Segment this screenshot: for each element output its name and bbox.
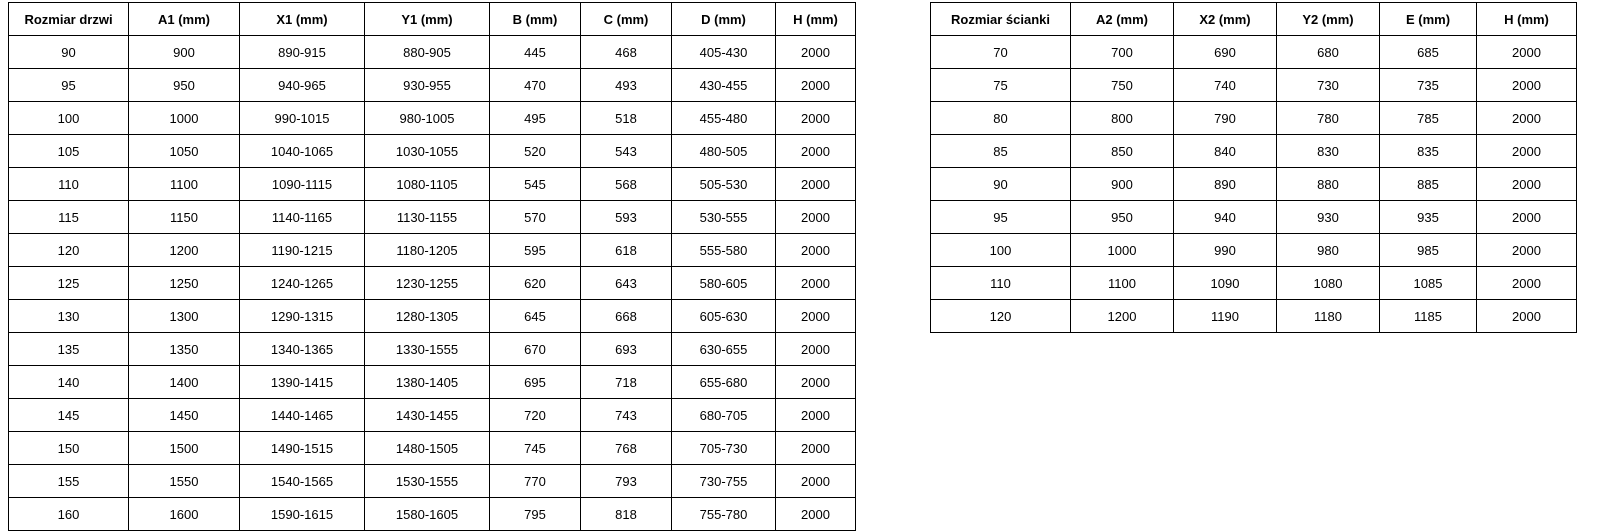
cell: 1200 [1071, 300, 1174, 333]
cell: 880-905 [365, 36, 490, 69]
doors-size-table [8, 2, 856, 531]
cell: 530-555 [672, 201, 776, 234]
cell: 520 [490, 135, 581, 168]
table-header-row [9, 3, 856, 36]
cell: 620 [490, 267, 581, 300]
cell: 1085 [1380, 267, 1477, 300]
cell: 980 [1277, 234, 1380, 267]
cell: 1500 [129, 432, 240, 465]
cell: 140 [9, 366, 129, 399]
cell: 160 [9, 498, 129, 531]
cell: 1340-1365 [240, 333, 365, 366]
cell: 2000 [1477, 300, 1577, 333]
cell: 1580-1605 [365, 498, 490, 531]
cell: 2000 [776, 465, 856, 498]
table-row [9, 333, 856, 366]
table-row [9, 36, 856, 69]
cell: 120 [931, 300, 1071, 333]
table-row [9, 102, 856, 135]
doors-size-table-container [8, 2, 856, 531]
cell: 1000 [129, 102, 240, 135]
cell: 890 [1174, 168, 1277, 201]
cell: 800 [1071, 102, 1174, 135]
cell: 1490-1515 [240, 432, 365, 465]
table-row [931, 168, 1577, 201]
cell: 445 [490, 36, 581, 69]
cell: 1100 [1071, 267, 1174, 300]
cell: 480-505 [672, 135, 776, 168]
column-header-x2: X2 (mm) [1174, 3, 1277, 36]
cell: 1030-1055 [365, 135, 490, 168]
table-row [931, 234, 1577, 267]
cell: 1590-1615 [240, 498, 365, 531]
cell: 718 [581, 366, 672, 399]
column-header-x1: X1 (mm) [240, 3, 365, 36]
cell: 645 [490, 300, 581, 333]
column-header-rozmiar-drzwi: Rozmiar drzwi [9, 3, 129, 36]
cell: 880 [1277, 168, 1380, 201]
cell: 670 [490, 333, 581, 366]
cell: 1090-1115 [240, 168, 365, 201]
table-row [9, 432, 856, 465]
cell: 1080-1105 [365, 168, 490, 201]
cell: 1250 [129, 267, 240, 300]
cell: 90 [931, 168, 1071, 201]
cell: 2000 [776, 432, 856, 465]
cell: 795 [490, 498, 581, 531]
cell: 2000 [776, 69, 856, 102]
cell: 2000 [1477, 267, 1577, 300]
cell: 1080 [1277, 267, 1380, 300]
cell: 830 [1277, 135, 1380, 168]
cell: 405-430 [672, 36, 776, 69]
cell: 495 [490, 102, 581, 135]
cell: 95 [931, 201, 1071, 234]
cell: 750 [1071, 69, 1174, 102]
column-header-h: H (mm) [776, 3, 856, 36]
cell: 740 [1174, 69, 1277, 102]
cell: 720 [490, 399, 581, 432]
cell: 1180 [1277, 300, 1380, 333]
cell: 785 [1380, 102, 1477, 135]
walls-size-table [930, 2, 1577, 333]
cell: 145 [9, 399, 129, 432]
cell: 130 [9, 300, 129, 333]
cell: 2000 [1477, 36, 1577, 69]
column-header-y2: Y2 (mm) [1277, 3, 1380, 36]
cell: 680 [1277, 36, 1380, 69]
cell: 900 [1071, 168, 1174, 201]
cell: 1050 [129, 135, 240, 168]
cell: 630-655 [672, 333, 776, 366]
cell: 2000 [776, 36, 856, 69]
cell: 700 [1071, 36, 1174, 69]
cell: 850 [1071, 135, 1174, 168]
cell: 1330-1555 [365, 333, 490, 366]
cell: 430-455 [672, 69, 776, 102]
cell: 1480-1505 [365, 432, 490, 465]
cell: 1440-1465 [240, 399, 365, 432]
cell: 2000 [1477, 201, 1577, 234]
cell: 1230-1255 [365, 267, 490, 300]
cell: 115 [9, 201, 129, 234]
cell: 105 [9, 135, 129, 168]
cell: 2000 [1477, 135, 1577, 168]
cell: 2000 [1477, 102, 1577, 135]
cell: 75 [931, 69, 1071, 102]
cell: 468 [581, 36, 672, 69]
table-row [931, 102, 1577, 135]
column-header-y1: Y1 (mm) [365, 3, 490, 36]
cell: 543 [581, 135, 672, 168]
cell: 2000 [1477, 69, 1577, 102]
cell: 735 [1380, 69, 1477, 102]
cell: 493 [581, 69, 672, 102]
cell: 818 [581, 498, 672, 531]
cell: 2000 [776, 168, 856, 201]
cell: 618 [581, 234, 672, 267]
table-row [9, 234, 856, 267]
cell: 900 [129, 36, 240, 69]
cell: 2000 [776, 267, 856, 300]
cell: 770 [490, 465, 581, 498]
cell: 835 [1380, 135, 1477, 168]
cell: 135 [9, 333, 129, 366]
cell: 2000 [776, 498, 856, 531]
cell: 693 [581, 333, 672, 366]
column-header-h: H (mm) [1477, 3, 1577, 36]
cell: 730-755 [672, 465, 776, 498]
table-header-row [931, 3, 1577, 36]
table-row [931, 36, 1577, 69]
cell: 2000 [776, 201, 856, 234]
cell: 655-680 [672, 366, 776, 399]
cell: 518 [581, 102, 672, 135]
cell: 580-605 [672, 267, 776, 300]
cell: 1040-1065 [240, 135, 365, 168]
cell: 980-1005 [365, 102, 490, 135]
walls-table-body [931, 36, 1577, 333]
cell: 1380-1405 [365, 366, 490, 399]
cell: 743 [581, 399, 672, 432]
cell: 1190-1215 [240, 234, 365, 267]
table-row [9, 498, 856, 531]
cell: 755-780 [672, 498, 776, 531]
cell: 570 [490, 201, 581, 234]
table-row [9, 300, 856, 333]
table-row [931, 135, 1577, 168]
table-row [9, 135, 856, 168]
cell: 680-705 [672, 399, 776, 432]
cell: 985 [1380, 234, 1477, 267]
doors-table-body [9, 36, 856, 531]
cell: 2000 [776, 234, 856, 267]
cell: 2000 [776, 333, 856, 366]
cell: 940-965 [240, 69, 365, 102]
cell: 1430-1455 [365, 399, 490, 432]
cell: 1290-1315 [240, 300, 365, 333]
cell: 1000 [1071, 234, 1174, 267]
cell: 2000 [776, 135, 856, 168]
cell: 1280-1305 [365, 300, 490, 333]
column-header-b: B (mm) [490, 3, 581, 36]
cell: 70 [931, 36, 1071, 69]
cell: 730 [1277, 69, 1380, 102]
cell: 545 [490, 168, 581, 201]
cell: 1185 [1380, 300, 1477, 333]
cell: 1200 [129, 234, 240, 267]
cell: 100 [931, 234, 1071, 267]
cell: 2000 [776, 399, 856, 432]
cell: 120 [9, 234, 129, 267]
cell: 950 [1071, 201, 1174, 234]
walls-table-header [931, 3, 1577, 36]
cell: 85 [931, 135, 1071, 168]
cell: 505-530 [672, 168, 776, 201]
cell: 990 [1174, 234, 1277, 267]
cell: 1300 [129, 300, 240, 333]
cell: 2000 [776, 366, 856, 399]
cell: 1190 [1174, 300, 1277, 333]
cell: 780 [1277, 102, 1380, 135]
cell: 885 [1380, 168, 1477, 201]
column-header-e: E (mm) [1380, 3, 1477, 36]
table-row [931, 267, 1577, 300]
cell: 643 [581, 267, 672, 300]
column-header-c: C (mm) [581, 3, 672, 36]
column-header-rozmiar-scianki: Rozmiar ścianki [931, 3, 1071, 36]
cell: 840 [1174, 135, 1277, 168]
cell: 1350 [129, 333, 240, 366]
cell: 80 [931, 102, 1071, 135]
cell: 793 [581, 465, 672, 498]
column-header-d: D (mm) [672, 3, 776, 36]
cell: 930-955 [365, 69, 490, 102]
cell: 95 [9, 69, 129, 102]
table-row [931, 201, 1577, 234]
cell: 1180-1205 [365, 234, 490, 267]
cell: 745 [490, 432, 581, 465]
cell: 90 [9, 36, 129, 69]
cell: 568 [581, 168, 672, 201]
cell: 470 [490, 69, 581, 102]
cell: 1530-1555 [365, 465, 490, 498]
table-row [9, 201, 856, 234]
cell: 150 [9, 432, 129, 465]
cell: 768 [581, 432, 672, 465]
cell: 605-630 [672, 300, 776, 333]
column-header-a2: A2 (mm) [1071, 3, 1174, 36]
table-row [9, 366, 856, 399]
table-row [9, 465, 856, 498]
cell: 2000 [776, 300, 856, 333]
cell: 455-480 [672, 102, 776, 135]
cell: 1540-1565 [240, 465, 365, 498]
table-row [9, 168, 856, 201]
cell: 705-730 [672, 432, 776, 465]
cell: 935 [1380, 201, 1477, 234]
column-header-a1: A1 (mm) [129, 3, 240, 36]
table-row [931, 300, 1577, 333]
cell: 1150 [129, 201, 240, 234]
cell: 930 [1277, 201, 1380, 234]
table-row [931, 69, 1577, 102]
cell: 1130-1155 [365, 201, 490, 234]
cell: 695 [490, 366, 581, 399]
cell: 950 [129, 69, 240, 102]
cell: 1600 [129, 498, 240, 531]
cell: 593 [581, 201, 672, 234]
cell: 1090 [1174, 267, 1277, 300]
cell: 1550 [129, 465, 240, 498]
cell: 595 [490, 234, 581, 267]
cell: 125 [9, 267, 129, 300]
cell: 1400 [129, 366, 240, 399]
cell: 100 [9, 102, 129, 135]
cell: 1240-1265 [240, 267, 365, 300]
table-row [9, 69, 856, 102]
table-row [9, 399, 856, 432]
walls-size-table-container [930, 2, 1577, 333]
cell: 2000 [1477, 168, 1577, 201]
cell: 690 [1174, 36, 1277, 69]
cell: 2000 [776, 102, 856, 135]
cell: 1390-1415 [240, 366, 365, 399]
cell: 555-580 [672, 234, 776, 267]
cell: 110 [931, 267, 1071, 300]
cell: 110 [9, 168, 129, 201]
cell: 940 [1174, 201, 1277, 234]
cell: 2000 [1477, 234, 1577, 267]
doors-table-header [9, 3, 856, 36]
cell: 155 [9, 465, 129, 498]
table-row [9, 267, 856, 300]
cell: 1140-1165 [240, 201, 365, 234]
cell: 668 [581, 300, 672, 333]
cell: 1100 [129, 168, 240, 201]
cell: 685 [1380, 36, 1477, 69]
cell: 1450 [129, 399, 240, 432]
cell: 890-915 [240, 36, 365, 69]
cell: 790 [1174, 102, 1277, 135]
cell: 990-1015 [240, 102, 365, 135]
